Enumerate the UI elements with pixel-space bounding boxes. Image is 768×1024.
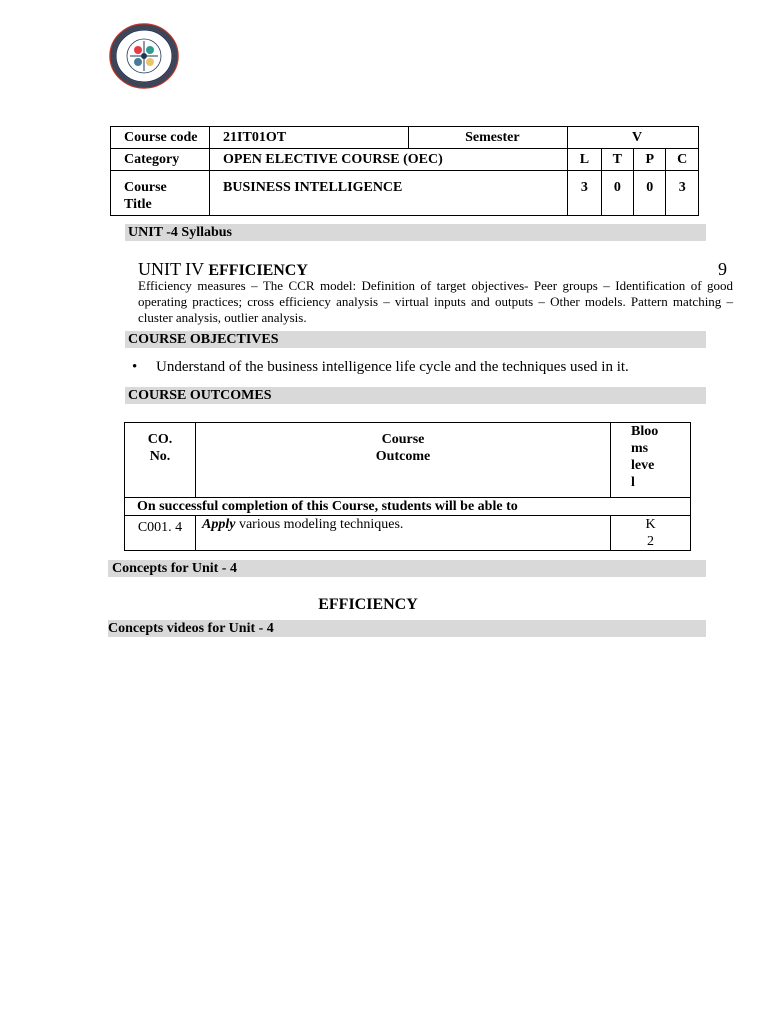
concepts-section-bar: Concepts for Unit - 4 — [108, 560, 706, 577]
unit-hours: 9 — [718, 259, 727, 279]
ltpc-header-c: C — [666, 149, 699, 171]
outcome-rest: various modeling techniques. — [235, 517, 404, 532]
category-label: Category — [111, 149, 210, 171]
semester-label: Semester — [409, 127, 568, 149]
unit-description: Efficiency measures – The CCR model: Definition of target objectives- Peer groups – Identification of good operating practices; cross efficiency analysis – virtual inputs and outputs – Other models. Pattern matching – cluster analysis, outlier analysis. — [138, 278, 733, 325]
ltpc-value-c: 3 — [666, 171, 699, 216]
course-title-value: BUSINESS INTELLIGENCE — [210, 171, 568, 216]
videos-section-bar: Concepts videos for Unit - 4 — [108, 620, 706, 637]
bullet-icon: • — [132, 359, 138, 375]
outcome-text — [196, 516, 611, 551]
ltpc-header-p: P — [634, 149, 666, 171]
concepts-title: EFFICIENCY — [318, 596, 418, 613]
ltpc-value-t: 0 — [601, 171, 633, 216]
ltpc-header-l: L — [568, 149, 601, 171]
unit-name: EFFICIENCY — [208, 262, 308, 279]
ltpc-value-p: 0 — [634, 171, 666, 216]
course-outcomes-table — [124, 422, 691, 551]
course-title-label: Course Title — [111, 171, 210, 216]
institution-seal-icon — [108, 22, 180, 90]
outcome-bloom-level: K 2 — [611, 516, 691, 551]
outcome-verb: Apply — [202, 517, 236, 532]
unit-prefix: UNIT IV — [138, 259, 204, 279]
syllabus-section-bar: UNIT -4 Syllabus — [125, 224, 706, 241]
header-blooms-level: Bloo ms leve l — [611, 423, 691, 498]
ltpc-header-t: T — [601, 149, 633, 171]
outcomes-section-bar: COURSE OUTCOMES — [125, 387, 706, 404]
table-row — [125, 516, 691, 551]
objective-item: Understand of the business intelligence life cycle and the techniques used in it. — [156, 359, 629, 375]
header-course-outcome: Course Outcome — [196, 423, 611, 498]
objectives-section-bar: COURSE OBJECTIVES — [125, 331, 706, 348]
course-code-label: Course code — [111, 127, 210, 149]
course-info-table — [110, 126, 699, 216]
outcome-co-id: C001. 4 — [125, 516, 196, 551]
ltpc-value-l: 3 — [568, 171, 601, 216]
header-co-no: CO. No. — [125, 423, 196, 498]
course-code-value: 21IT01OT — [210, 127, 409, 149]
semester-value: V — [568, 127, 699, 149]
outcomes-intro-row: On successful completion of this Course, students will be able to — [125, 498, 691, 516]
category-value: OPEN ELECTIVE COURSE (OEC) — [210, 149, 568, 171]
